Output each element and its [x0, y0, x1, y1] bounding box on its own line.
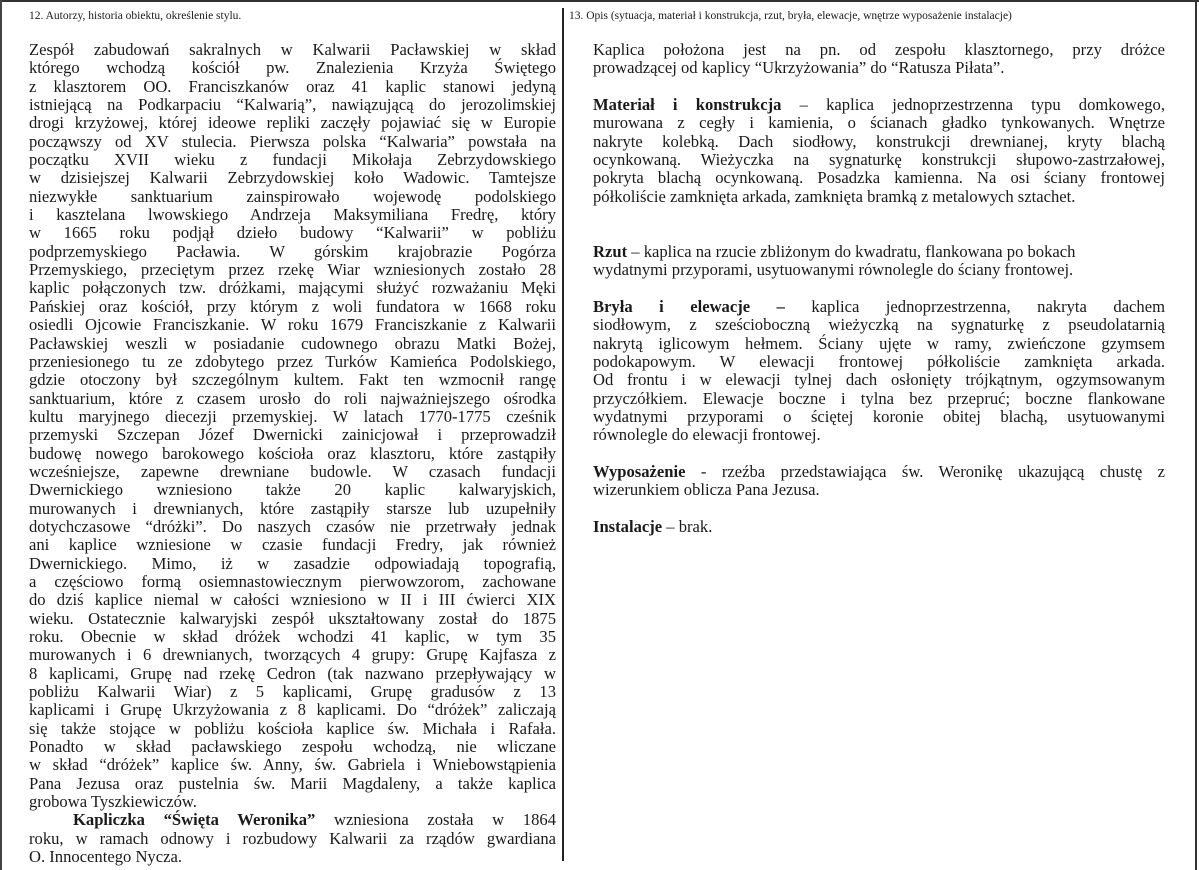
- text-line: [29, 536, 556, 554]
- text-line: [29, 628, 556, 646]
- text-line: [29, 646, 556, 664]
- text-line: [29, 518, 556, 536]
- line-text: początku XVII wieku z fundacji Mikołaja Zebrzydowskiego: [29, 150, 556, 170]
- text-line: [29, 665, 556, 683]
- column-divider: [562, 8, 564, 861]
- text-line: [29, 811, 556, 829]
- line-text: niezwykłe sanktuarium zainspirowało wojewodę podolskiego: [29, 186, 556, 206]
- line-text: ani kaplice wzniesione w czasie fundacji Fredry, jak również: [29, 535, 556, 555]
- text-line: [593, 390, 1165, 408]
- line-text: a częściowo formą osiemnastowiecznym pierwowzorom, zachowane: [29, 571, 556, 591]
- text-line: [29, 720, 556, 738]
- text-line: [29, 298, 556, 316]
- line-text: Dwernickiego wzniesiono także 20 kaplic kalwaryjskich,: [29, 480, 556, 500]
- line-text: roku, w ramach odnowy i rozbudowy Kalwarii za rządów gwardiana: [29, 828, 556, 848]
- text-line: [593, 114, 1165, 132]
- line-text: nakryte kolebką. Dach siodłowy, konstrukcji drewnianej, kryty blachą: [593, 131, 1165, 151]
- text-line: [593, 59, 1165, 77]
- text-line: [29, 701, 556, 719]
- line-text: wieku. Ostatecznie kalwaryjski zespół ukształtowany został do 1875: [29, 608, 556, 628]
- line-text: drogi krzyżowej, której ideowe repliki zaczęły pojawiać się w Europie: [29, 113, 556, 133]
- page-border-top: [0, 0, 1199, 2]
- line-text: grobowa Tyszkiewiczów.: [29, 792, 197, 812]
- line-text: ocynkowaną. Wieżyczka na sygnaturkę konstrukcji słupowo-zastrzałowej,: [593, 150, 1165, 170]
- line-text: osiedli Ojcowie Franciszkanie. W roku 1679 Franciszkanie z Kalwarii: [29, 315, 556, 335]
- line-text: O. Innocentego Nycza.: [29, 847, 182, 867]
- text-line: [29, 426, 556, 444]
- text-line: [29, 775, 556, 793]
- description-text-column: [593, 41, 1165, 536]
- text-line: [593, 316, 1165, 334]
- line-text: Zespół zabudowań sakralnych w Kalwarii Pacławskiej w skład: [29, 40, 556, 59]
- text-line: [29, 683, 556, 701]
- line-text: Pańskiej oraz kościół, przy którym z woli fundatora w 1668 roku: [29, 296, 556, 316]
- text-line: [593, 518, 1165, 536]
- text-line: [593, 481, 1165, 499]
- line-text: murowanych i 6 drewnianych, tworzących 4 grupy: Grupę Kajfasza z: [29, 645, 556, 665]
- text-line: [29, 591, 556, 609]
- bold-heading: Rzut: [593, 241, 628, 261]
- text-line: [29, 793, 556, 811]
- text-line: [29, 408, 556, 426]
- line-text: – brak.: [662, 516, 713, 536]
- text-line: [29, 830, 556, 848]
- line-text: począwszy od XV stulecia. Pierwsza polska “Kalwaria” powstała na: [29, 131, 556, 151]
- text-line: [29, 390, 556, 408]
- line-text: się także stojące w pobliżu kościoła kaplice św. Michała i Rafała.: [29, 718, 556, 738]
- line-text: pokryta blachą ocynkowaną. Posadzka kamienna. Na osi ściany frontowej: [593, 168, 1165, 188]
- bold-heading: Materiał i konstrukcja: [593, 95, 782, 115]
- paragraph-gap: [593, 500, 1165, 518]
- text-line: [593, 41, 1165, 59]
- bold-heading: Bryła i elewacje –: [593, 296, 785, 316]
- text-line: [593, 151, 1165, 169]
- section-13-header: 13. Opis (sytuacja, materiał i konstrukcja, rzut, bryła, elewacje, wnętrze wyposażenie instalacje): [569, 10, 1012, 22]
- line-text: Dwernickiego. Mimo, iż w zasadzie odpowiadają topografią,: [29, 553, 556, 573]
- line-text: kaplic połączonych tzw. dróżkami, mającymi służyć rozważaniu Męki: [29, 278, 556, 298]
- text-line: [593, 335, 1165, 353]
- line-text: wcześniejsze, zapewne drewniane budowle. W czasach fundacji: [29, 461, 556, 481]
- text-line: [29, 610, 556, 628]
- line-text: z klasztorem OO. Franciszkanów oraz 41 kaplic stanowi jedyną: [29, 76, 556, 96]
- line-text: w dzisiejszej Kalwarii Zebrzydowskiej koło Wadowic. Tamtejsze: [29, 168, 556, 188]
- line-text: półkoliście zamknięta arkada, zamknięta bramką z metalowych sztachet.: [593, 186, 1076, 206]
- line-text: którego wchodzą kościół pw. Znalezienia Krzyża Świętego: [29, 58, 556, 78]
- section-12-header: 12. Autorzy, historia obiektu, określenie stylu.: [29, 10, 242, 22]
- text-line: [29, 335, 556, 353]
- page-border-right: [1195, 0, 1197, 870]
- text-line: [593, 169, 1165, 187]
- line-text: Od frontu i w elewacji tylnej dach osłonięty trójkątnym, ogzymsowanym: [593, 370, 1165, 390]
- page-border-left: [0, 0, 2, 870]
- line-text: wzniesiona została w 1864: [315, 810, 556, 830]
- line-text: – kaplica jednoprzestrzenna typu domkowego,: [781, 95, 1165, 115]
- line-text: podprzemyskiego Pacławia. W górskim krajobrazie Pogórza: [29, 241, 556, 261]
- text-line: [593, 298, 1165, 316]
- text-line: [29, 96, 556, 114]
- line-text: Pana Jezusa oraz pustelnia św. Marii Magdaleny, a także kaplica: [29, 773, 556, 793]
- text-line: [29, 114, 556, 132]
- text-line: [593, 188, 1165, 206]
- paragraph-gap: [593, 279, 1165, 297]
- text-line: [29, 59, 556, 77]
- line-text: murowana z cegły i kamienia, o ścianach gładko tynkowanych. Wnętrze: [593, 113, 1165, 133]
- bold-heading: Wyposażenie: [593, 461, 686, 481]
- line-text: przyczółkiem. Elewacje boczne i tylna bez przepruć; boczne flankowane: [593, 388, 1165, 408]
- line-text: – kaplica na rzucie zbliżonym do kwadratu, flankowana po bokach: [627, 241, 1076, 261]
- text-line: [593, 261, 1165, 279]
- line-text: siodłowym, z sześcioboczną wieżyczką na sygnaturkę z pseudolatarnią: [593, 315, 1165, 335]
- line-text: gdzie otoczony był szczególnym kultem. Fakt ten wzmocnił rangę: [29, 370, 556, 390]
- text-line: [29, 848, 556, 866]
- line-text: Pacławskiej weszli w posiadanie cudownego obrazu Matki Bożej,: [29, 333, 556, 353]
- line-text: przemyski Szczepan Józef Dwernicki zainicjował i przeprowadził: [29, 425, 556, 445]
- line-text: - rzeźba przedstawiająca św. Weronikę ukazującą chustę z: [685, 461, 1165, 481]
- text-line: [593, 96, 1165, 114]
- text-line: [593, 426, 1165, 444]
- text-line: [29, 151, 556, 169]
- text-line: [29, 756, 556, 774]
- text-line: [29, 169, 556, 187]
- line-text: wydatnymi przyporami, usytuowanymi równolegle do ściany frontowej.: [593, 260, 1074, 280]
- line-text: pobliżu Kalwarii Wiar) z 5 kaplicami, Grupę gradusów z 13: [29, 682, 556, 702]
- text-line: [29, 371, 556, 389]
- text-line: [29, 243, 556, 261]
- text-line: [29, 738, 556, 756]
- text-line: [593, 353, 1165, 371]
- line-text: budowę nowego barokowego kościoła oraz klasztoru, które zastąpiły: [29, 443, 556, 463]
- text-line: [593, 408, 1165, 426]
- line-text: wizerunkiem oblicza Pana Jezusa.: [593, 480, 820, 500]
- line-text: przeniesionego tu ze zdobytego przez Turków Kamieńca Podolskiego,: [29, 351, 556, 371]
- line-text: dotychczasowe “dróżki”. Do naszych czasów nie przetrwały jednak: [29, 516, 556, 536]
- text-line: [593, 243, 1165, 261]
- text-line: [29, 316, 556, 334]
- line-text: istniejącą na Podkarpaciu “Kalwarią”, nawiązującą do jerozolimskiej: [29, 95, 556, 115]
- line-text: prowadzącej od kaplicy “Ukrzyżowania” do “Ratusza Piłata”.: [593, 58, 1005, 78]
- line-text: sanktuarium, które z czasem urosło do roli najważniejszego ośrodka: [29, 388, 556, 408]
- text-line: [29, 279, 556, 297]
- text-line: [29, 133, 556, 151]
- paragraph-gap: [593, 445, 1165, 463]
- line-text: Kaplica położona jest na pn. od zespołu klasztornego, przy dróżce: [593, 40, 1165, 59]
- text-line: [29, 573, 556, 591]
- line-text: murowanych i drewnianych, które zastąpiły starsze lub uzupełniły: [29, 498, 556, 518]
- line-text: wydatnymi przyporami o ściętej koronie obitej blachą, usytuowanymi: [593, 406, 1165, 426]
- line-text: kaplica jednoprzestrzenna, nakryta dachem: [784, 296, 1165, 316]
- text-line: [29, 445, 556, 463]
- text-line: [29, 206, 556, 224]
- text-line: [29, 41, 556, 59]
- line-text: kaplicami i Grupę Ukrzyżowania z 8 kaplicami. Do “dróżek” zaliczają: [29, 700, 556, 720]
- line-text: i kasztelana lwowskiego Andrzeja Maksymiliana Fredrę, który: [29, 205, 556, 225]
- history-text-column: [29, 41, 556, 866]
- bold-heading: Instalacje: [593, 516, 663, 536]
- line-text: do dziś kaplice niemal w całości wzniesiono w II i III ćwierci XIX: [29, 590, 556, 610]
- text-line: [29, 500, 556, 518]
- line-text: Ponadto w skład pacławskiego zespołu wchodzą, nie wliczane: [29, 737, 556, 757]
- paragraph-gap: [593, 206, 1165, 243]
- bold-heading: Kapliczka “Święta Weronika”: [73, 810, 316, 830]
- text-line: [593, 463, 1165, 481]
- line-text: w skład “dróżek” kaplice św. Anny, św. Gabriela i Wniebowstąpienia: [29, 755, 556, 775]
- line-text: nakrytą iglicowym hełmem. Ściany ujęte w ramy, zwieńczone gzymsem: [593, 333, 1165, 353]
- text-line: [29, 78, 556, 96]
- line-text: roku. Obecnie w skład dróżek wchodzi 41 kaplic, w tym 35: [29, 627, 556, 646]
- text-line: [29, 188, 556, 206]
- text-line: [29, 555, 556, 573]
- line-text: podokapowym. W elewacji frontowej półkoliście zamknięta arkada.: [593, 351, 1165, 371]
- line-text: równolegle do elewacji frontowej.: [593, 425, 821, 445]
- line-text: 8 kaplicami, Grupę nad rzekę Cedron (tak nazwano przepływający w: [29, 663, 556, 683]
- text-line: [29, 463, 556, 481]
- line-text: Przemyskiego, przeciętym przez rzekę Wiar wzniesionych zostało 28: [29, 260, 556, 280]
- line-text: kultu maryjnego diecezji przemyskiej. W latach 1770-1775 cześnik: [29, 406, 556, 426]
- text-line: [29, 481, 556, 499]
- line-text: w 1665 roku podjął dzieło budowy “Kalwarii” w pobliżu: [29, 223, 556, 243]
- text-line: [29, 224, 556, 242]
- paragraph-gap: [593, 78, 1165, 96]
- text-line: [29, 353, 556, 371]
- text-line: [593, 133, 1165, 151]
- text-line: [29, 261, 556, 279]
- text-line: [593, 371, 1165, 389]
